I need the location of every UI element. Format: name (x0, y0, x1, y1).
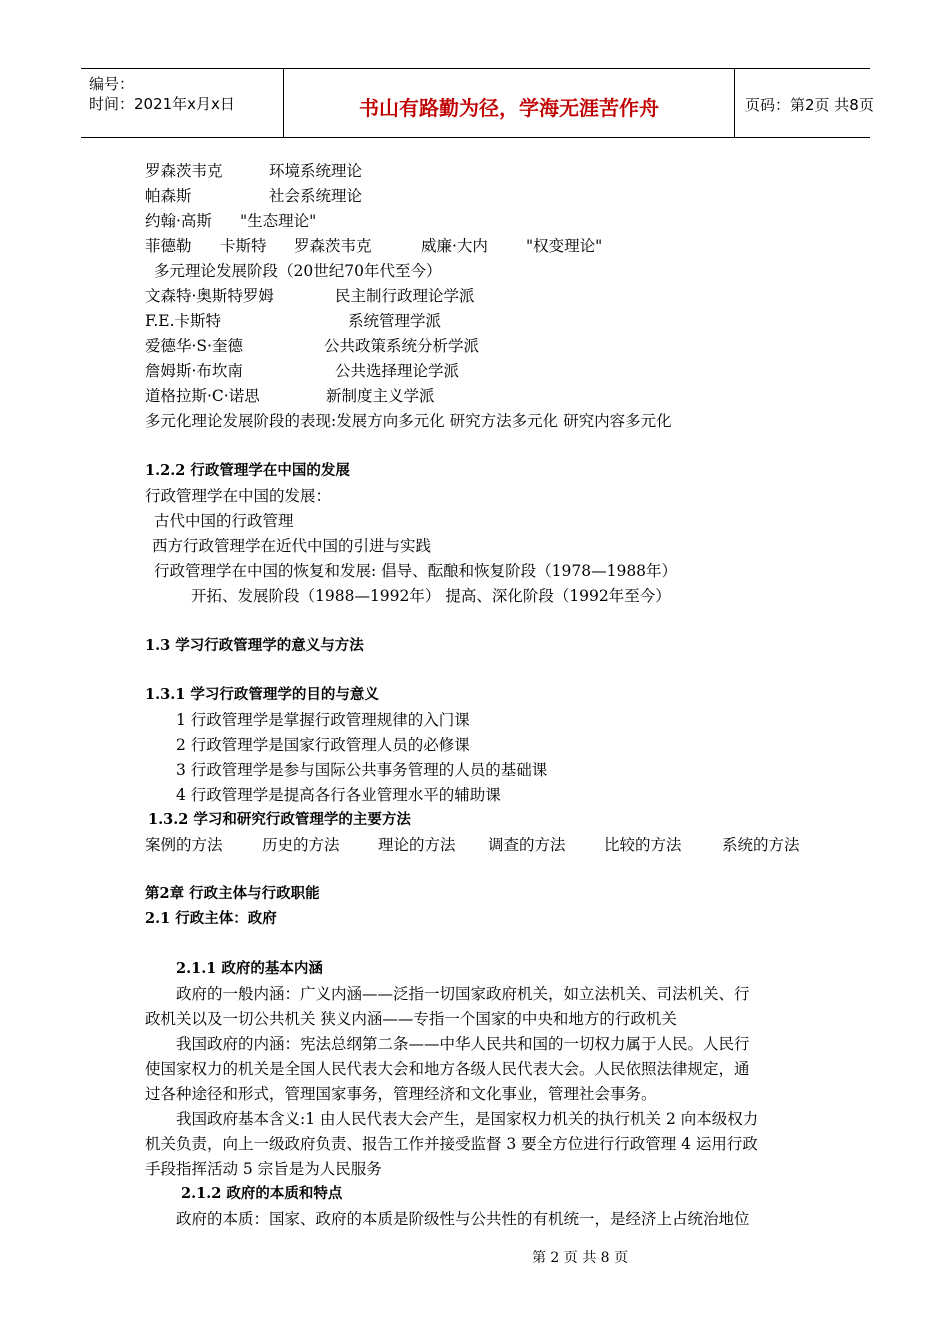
method-item: 调查的方法 (488, 836, 566, 854)
school-name: 民主制行政理论学派 (335, 287, 475, 305)
pluralism-stage: 多元理论发展阶段（20世纪70年代至今） (154, 262, 442, 280)
header-left-cell (81, 69, 283, 137)
paragraph-line: 机关负责，向上一级政府负责、报告工作并接受监督 3 要全方位进行行政管理 4 运用行政 (145, 1135, 758, 1153)
school-name: 公共政策系统分析学派 (324, 337, 480, 355)
section-heading-2-1: 2.1 行政主体：政府 (145, 910, 277, 927)
school-name: 系统管理学派 (348, 312, 442, 330)
section-heading-1-3-1: 1.3.1 学习行政管理学的目的与意义 (145, 686, 379, 703)
header-center-cell (283, 69, 735, 137)
contingency-theory: "权变理论" (526, 237, 603, 255)
list-item: 4 行政管理学是提高各行各业管理水平的辅助课 (176, 786, 501, 804)
theorist-name: 罗森茨韦克 (145, 162, 223, 180)
paragraph-line: 使国家权力的机关是全国人民代表大会和地方各级人民代表大会。人民依照法律规定，通 (145, 1060, 750, 1078)
paragraph-line: 政府的本质：国家、政府的本质是阶级性与公共性的有机统一，是经济上占统治地位 (176, 1210, 750, 1228)
paragraph-line: 我国政府的内涵：宪法总纲第二条——中华人民共和国的一切权力属于人民。人民行 (176, 1035, 750, 1053)
school-name: 公共选择理论学派 (335, 362, 460, 380)
list-item: 2 行政管理学是国家行政管理人员的必修课 (176, 736, 470, 754)
method-item: 历史的方法 (262, 836, 340, 854)
paragraph-line: 我国政府基本含义:1 由人民代表大会产生，是国家权力机关的执行机关 2 向本级权力 (176, 1110, 759, 1128)
footer-page-number: 第 2 页 共 8 页 (531, 1250, 629, 1266)
school-name: 新制度主义学派 (326, 387, 435, 405)
document-date: 时间：2021年x月x日 (89, 95, 235, 113)
method-item: 比较的方法 (604, 836, 682, 854)
paragraph-line: 手段指挥活动 5 宗旨是为人民服务 (145, 1160, 382, 1178)
theorist-theory: 社会系统理论 (269, 187, 363, 205)
school-person: 詹姆斯·布坎南 (145, 362, 243, 380)
paragraph-line: 政府的一般内涵：广义内涵——泛指一切国家政府机关，如立法机关、司法机关、行 (176, 985, 750, 1003)
school-person: 道格拉斯·C·诺思 (145, 387, 260, 405)
page-footer (0, 1247, 950, 1267)
contingency-name: 卡斯特 (220, 237, 267, 255)
section-heading-1-2-2: 1.2.2 行政管理学在中国的发展 (145, 462, 350, 479)
school-person: 爱德华·S·奎德 (145, 337, 243, 355)
paragraph-line: 过各种途径和形式，管理国家事务，管理经济和文化事业，管理社会事务。 (145, 1085, 657, 1103)
list-item: 开拓、发展阶段（1988—1992年） 提高、深化阶段（1992年至今） (191, 587, 671, 605)
school-person: 文森特·奥斯特罗姆 (145, 287, 274, 305)
page-header (81, 68, 874, 138)
contingency-name: 菲德勒 (145, 237, 192, 255)
section-heading-1-3: 1.3 学习行政管理学的意义与方法 (145, 637, 364, 654)
section-heading-2-1-1: 2.1.1 政府的基本内涵 (176, 960, 323, 977)
paragraph: 行政管理学在中国的发展： (145, 487, 332, 505)
contingency-name: 罗森茨韦克 (294, 237, 372, 255)
header-motto: 书山有路勤为径，学海无涯苦作舟 (359, 96, 659, 120)
theorist-theory: "生态理论" (240, 212, 317, 230)
list-item: 行政管理学在中国的恢复和发展: 倡导、酝酿和恢复阶段（1978—1988年） (154, 562, 678, 580)
header-page-info: 页码：第2页 共8页 (745, 96, 874, 114)
method-item: 系统的方法 (722, 836, 800, 854)
pluralism-expression: 多元化理论发展阶段的表现:发展方向多元化 研究方法多元化 研究内容多元化 (145, 412, 672, 430)
chapter-heading: 第2章 行政主体与行政职能 (145, 885, 320, 902)
list-item: 古代中国的行政管理 (154, 512, 294, 530)
theorist-name: 帕森斯 (145, 187, 192, 205)
section-heading-1-3-2: 1.3.2 学习和研究行政管理学的主要方法 (148, 811, 411, 828)
theorist-name: 约翰·高斯 (145, 212, 212, 230)
contingency-name: 威廉·大内 (421, 237, 488, 255)
school-person: F.E.卡斯特 (145, 312, 222, 330)
list-item: 3 行政管理学是参与国际公共事务管理的人员的基础课 (176, 761, 548, 779)
method-item: 理论的方法 (378, 836, 456, 854)
list-item: 1 行政管理学是掌握行政管理规律的入门课 (176, 711, 470, 729)
document-number: 编号： (89, 75, 135, 93)
paragraph-line: 政机关以及一切公共机关 狭义内涵——专指一个国家的中央和地方的行政机关 (145, 1010, 677, 1028)
theorist-theory: 环境系统理论 (269, 162, 363, 180)
method-item: 案例的方法 (145, 836, 223, 854)
section-heading-2-1-2: 2.1.2 政府的本质和特点 (181, 1185, 343, 1202)
list-item: 西方行政管理学在近代中国的引进与实践 (152, 537, 432, 555)
header-right-cell (734, 69, 874, 137)
